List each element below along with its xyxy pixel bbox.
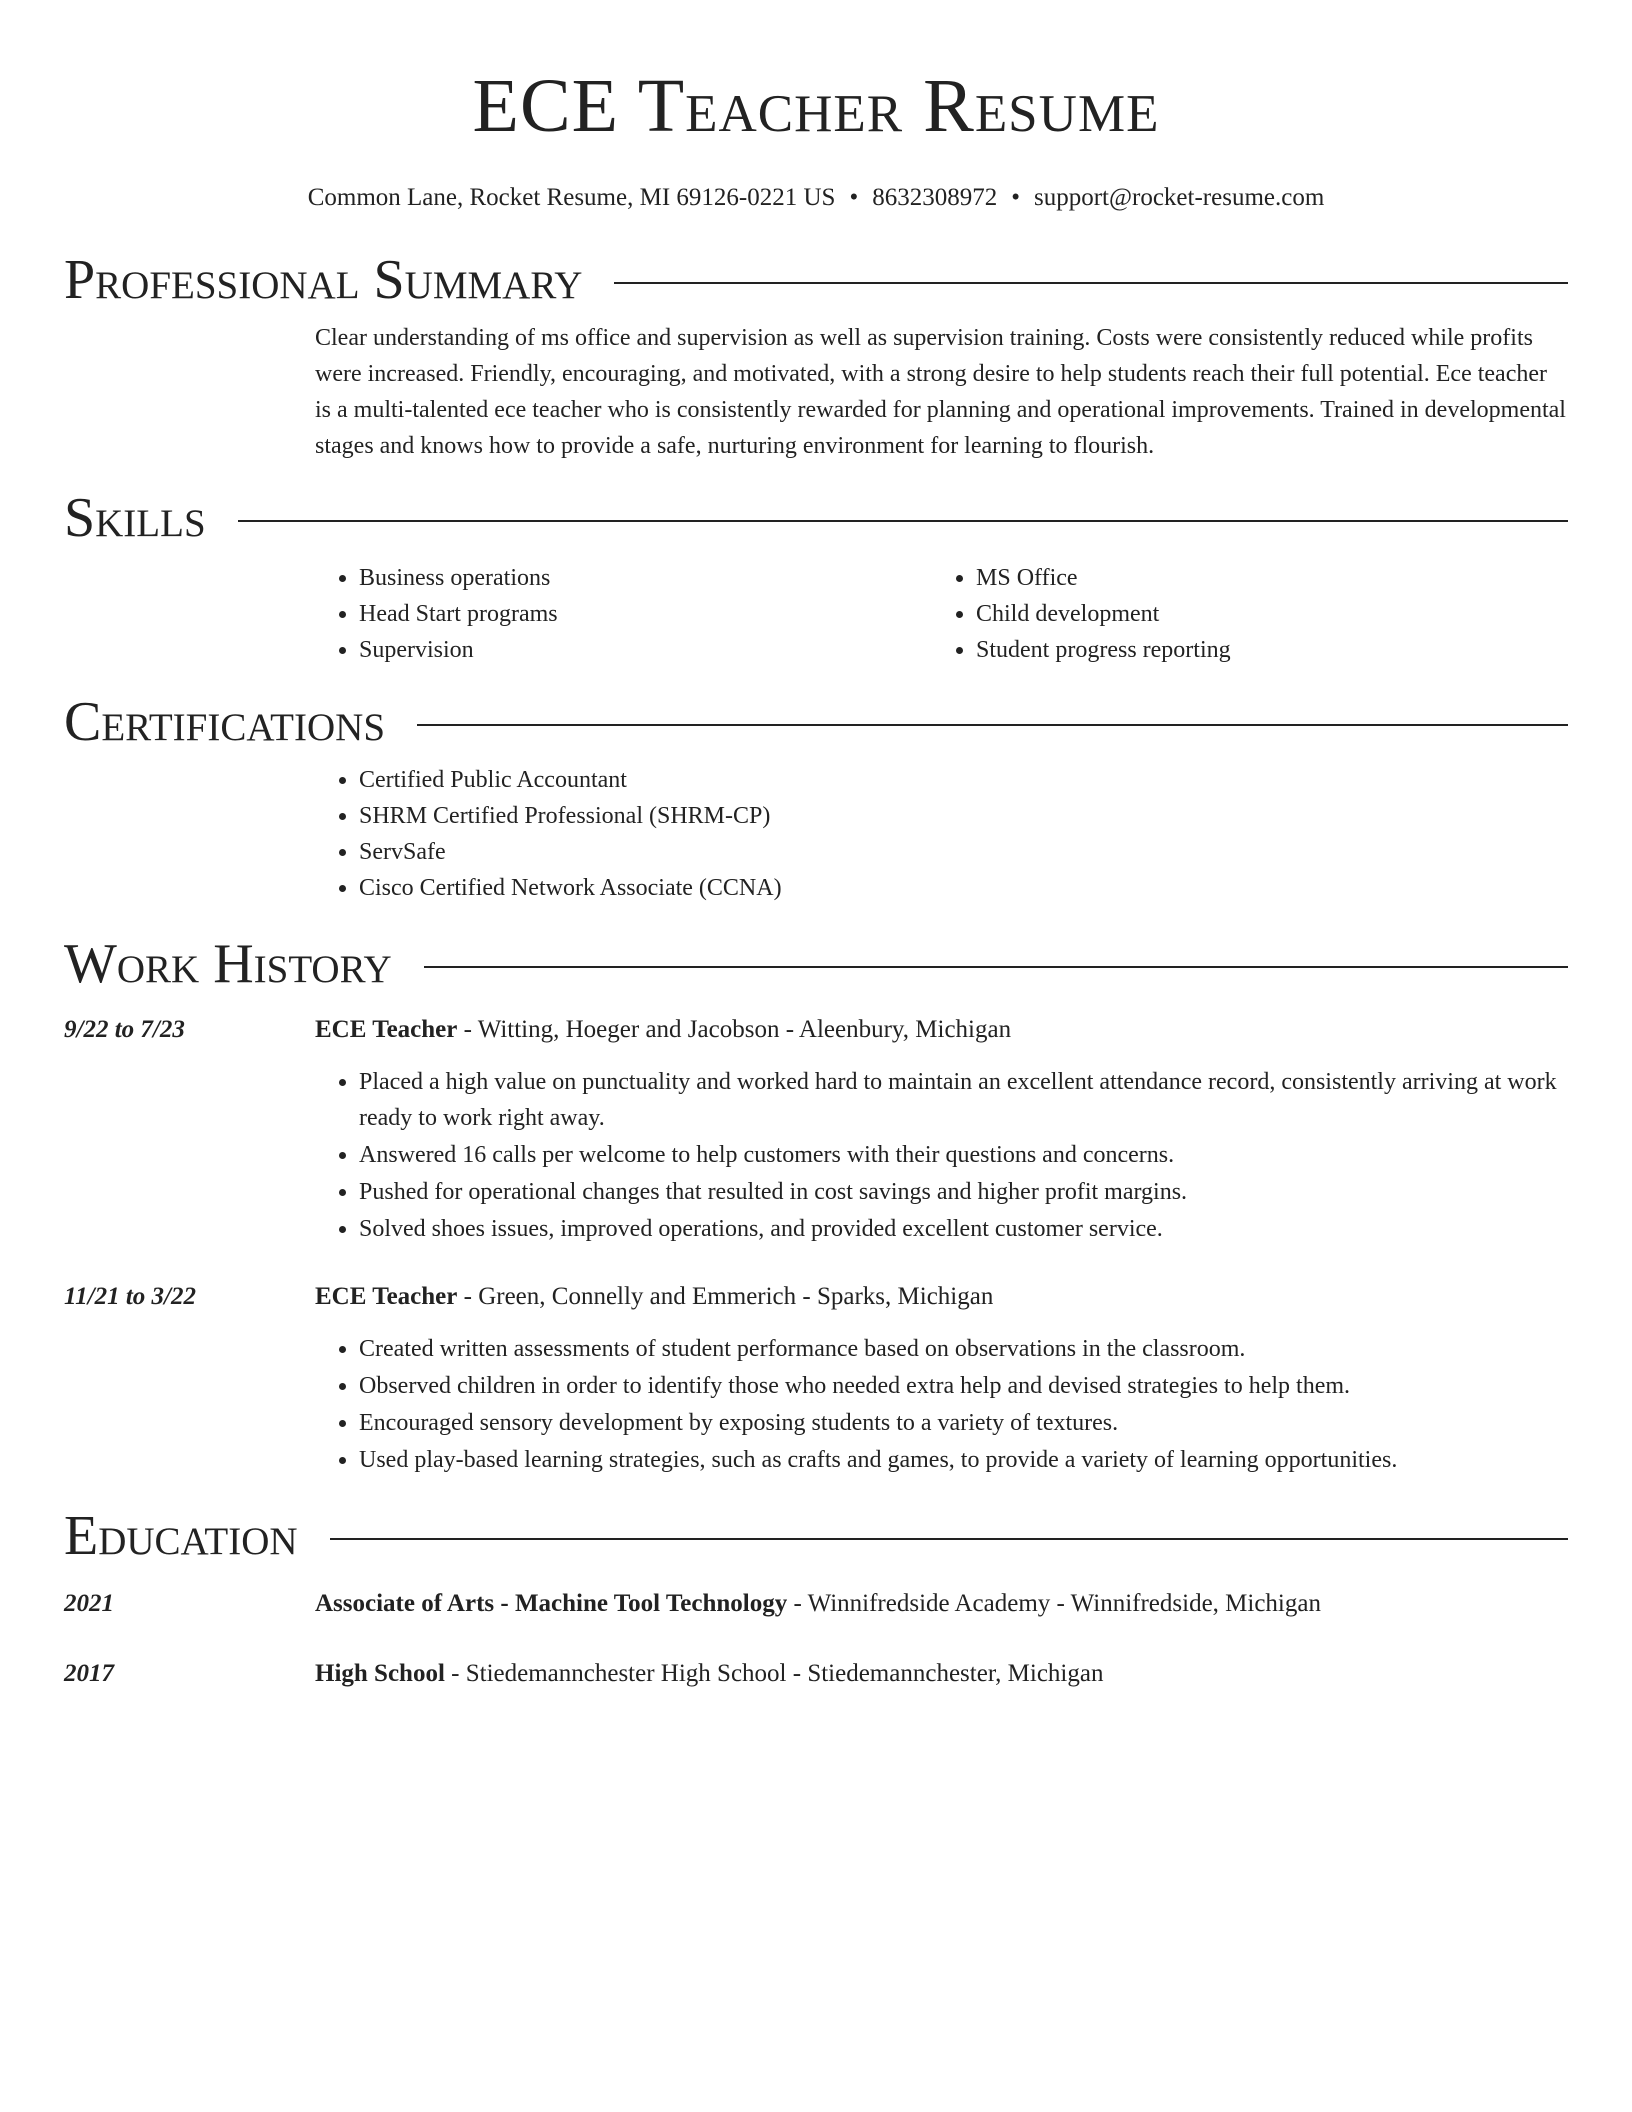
certifications-list [315, 762, 1568, 906]
work-history-section-header [64, 932, 1568, 996]
job-bullet: • Observed children in order to identify those who needed extra help and devised strategies to help them. [359, 1368, 1568, 1404]
skill-item: • Business operations [359, 560, 932, 596]
job-bullet: • Used play-based learning strategies, such as crafts and games, to provide a variety of learning opportunities. [359, 1442, 1568, 1478]
education-year: 2017 [64, 1660, 114, 1687]
skill-item: • Child development [976, 596, 1549, 632]
job-entry [64, 1279, 1568, 1478]
section-divider [238, 520, 1568, 522]
contact-email: support@rocket-resume.com [1033, 184, 1325, 211]
job-header [64, 1279, 1568, 1315]
skill-item: • MS Office [976, 560, 1549, 596]
education-entry [64, 1656, 1568, 1692]
job-header [64, 1012, 1568, 1048]
certification-item: • Cisco Certified Network Associate (CCNA) [359, 870, 1568, 906]
certification-item: • ServSafe [359, 834, 1568, 870]
skills-section-header [64, 486, 1568, 550]
job-employer: - Green, Connelly and Emmerich - Sparks, Michigan [457, 1283, 994, 1310]
certification-item: • SHRM Certified Professional (SHRM-CP) [359, 798, 1568, 834]
skill-item: • Student progress reporting [976, 632, 1549, 668]
job-employer: - Witting, Hoeger and Jacobson - Aleenbury, Michigan [457, 1016, 1012, 1043]
certifications-heading: Certifications [64, 691, 386, 753]
section-divider [614, 282, 1568, 284]
contact-line [64, 182, 1568, 214]
education-line [315, 1586, 1568, 1622]
summary-body [315, 320, 1568, 464]
education-section-header [64, 1504, 1568, 1568]
contact-separator: • [1011, 184, 1020, 211]
section-divider [424, 966, 1568, 968]
education-school: - Stiedemannchester High School - Stiedemannchester, Michigan [444, 1660, 1104, 1687]
skills-list-right [932, 560, 1549, 668]
job-bullet-list [315, 1064, 1568, 1247]
job-role: ECE Teacher [315, 1283, 458, 1310]
certifications-body [315, 762, 1568, 906]
education-heading: Education [64, 1505, 298, 1567]
education-degree: High School [315, 1660, 445, 1687]
job-bullet: • Placed a high value on punctuality and worked hard to maintain an excellent attendance record, consistently arriving at work ready to work right away. [359, 1064, 1568, 1136]
skill-item: • Supervision [359, 632, 932, 668]
section-divider [417, 724, 1568, 726]
education-degree: Associate of Arts - Machine Tool Technology [315, 1590, 788, 1617]
education-line [315, 1656, 1568, 1692]
skills-body [315, 560, 1568, 668]
job-title-line [315, 1012, 1568, 1048]
work-history-heading: Work History [64, 933, 392, 995]
education-entry [64, 1586, 1568, 1622]
job-bullet-list [315, 1331, 1568, 1478]
job-bullet: • Solved shoes issues, improved operations, and provided excellent customer service. [359, 1211, 1568, 1247]
skills-grid [315, 560, 1568, 668]
summary-text: Clear understanding of ms office and supervision as well as supervision training. Costs were consistently reduced while profits were increased. Friendly, encouraging, and motivated, with a strong desire to help students reach their full potential. Ece teacher is a multi-talented ece teacher who is consistently rewarded for planning and operational improvements. Trained in developmental stages and knows how to provide a safe, nurturing environment for learning to flourish. [315, 325, 1566, 459]
resume-title: ECE Teacher Resume [472, 64, 1160, 148]
summary-section-header [64, 248, 1568, 312]
education-school: - Winnifredside Academy - Winnifredside, Michigan [787, 1590, 1321, 1617]
job-bullets [315, 1331, 1568, 1478]
contact-separator: • [849, 184, 859, 211]
certification-item: • Certified Public Accountant [359, 762, 1568, 798]
contact-phone: 8632308972 [872, 184, 998, 211]
job-bullet: • Answered 16 calls per welcome to help customers with their questions and concerns. [359, 1137, 1568, 1173]
job-bullet: • Encouraged sensory development by exposing students to a variety of textures. [359, 1405, 1568, 1441]
certifications-section-header [64, 690, 1568, 754]
job-dates: 9/22 to 7/23 [64, 1016, 185, 1043]
job-dates: 11/21 to 3/22 [64, 1283, 196, 1310]
job-bullet: • Pushed for operational changes that resulted in cost savings and higher profit margins. [359, 1174, 1568, 1210]
skills-heading: Skills [64, 487, 206, 549]
section-divider [330, 1538, 1568, 1540]
skill-item: • Head Start programs [359, 596, 932, 632]
summary-heading: Professional Summary [64, 249, 583, 311]
job-entry [64, 1012, 1568, 1247]
job-bullet: • Created written assessments of student performance based on observations in the classroom. [359, 1331, 1568, 1367]
job-role: ECE Teacher [315, 1016, 458, 1043]
contact-address: Common Lane, Rocket Resume, MI 69126-0221 US [307, 184, 836, 211]
resume-page [64, 0, 1568, 1692]
job-title-line [315, 1279, 1568, 1315]
education-year: 2021 [64, 1590, 114, 1617]
skills-list-left [315, 560, 932, 668]
job-bullets [315, 1064, 1568, 1247]
